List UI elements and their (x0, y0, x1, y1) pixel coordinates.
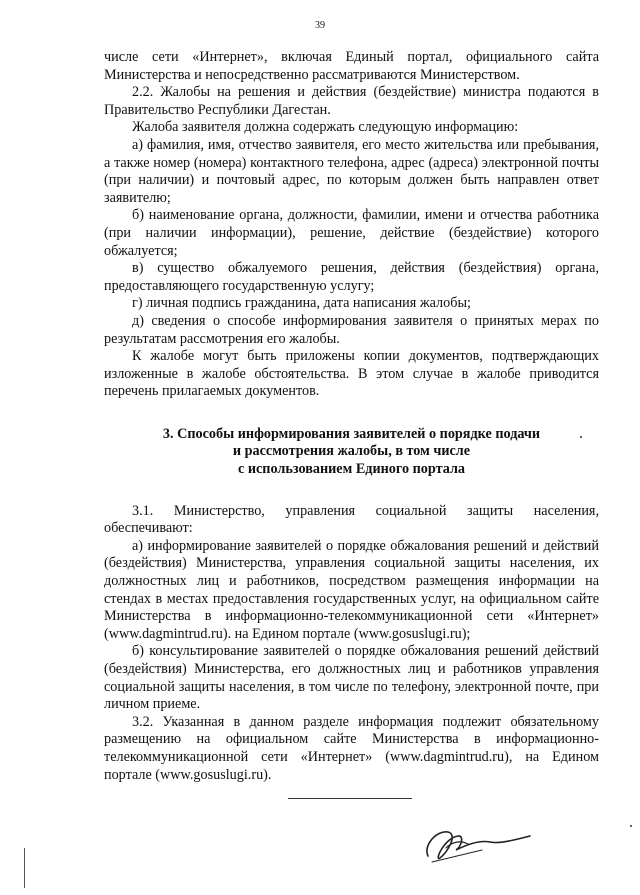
list-item-b: б) наименование органа, должности, фамилии, имени и отчества работника (при наличии информации), решение, действие (бездействие) которого обжалуется; (104, 207, 599, 259)
heading-line-2: и рассмотрения жалобы, в том числе (232, 443, 471, 460)
list-item-v: в) существо обжалуемого решения, действия (бездействия) органа, предоставляющего государственную услугу; (104, 260, 599, 294)
paragraph-2-2: 2.2. Жалобы на решения и действия (бездействие) министра подаются в Правительство Республики Дагестан. (104, 84, 599, 118)
document-body (104, 49, 599, 784)
section-heading (104, 426, 599, 479)
list-item-g: г) личная подпись гражданина, дата написания жалобы; (132, 295, 471, 312)
heading-line-3: с использованием Единого портала (237, 461, 466, 478)
page-number: 39 (315, 20, 325, 31)
scan-speck (580, 436, 582, 438)
signature (418, 818, 538, 868)
paragraph-continuation: числе сети «Интернет», включая Единый портал, официального сайта Министерства и непосредственно рассматриваются Министерством. (104, 49, 599, 83)
list-item-3-1-b: б) консультирование заявителей о порядке обжалования решений действий (бездействия) Министерства, его должностных лиц и работников управления социальной защиты населения, в том числе по телефону, электронной почте, при личном приеме. (104, 643, 599, 713)
paragraph-attachments: К жалобе могут быть приложены копии документов, подтверждающих изложенные в жалобе обстоятельства. В этом случае в жалобе приводится перечень прилагаемых документов. (104, 348, 599, 400)
paragraph-3-1: 3.1. Министерство, управления социальной защиты населения, обеспечивают: (104, 502, 599, 537)
paragraph-3-2: 3.2. Указанная в данном разделе информация подлежит обязательному размещению на официальном сайте Министерства в информационно-телекоммуникационной сети «Интернет» (www.dagmintrud.ru), на Едином портале (www.gosuslugi.ru). (104, 713, 599, 783)
heading-line-1: 3. Способы информирования заявителей о порядке подачи (162, 425, 541, 442)
separator-line (288, 798, 412, 799)
list-item-3-1-a: а) информирование заявителей о порядке обжалования решений и действий (бездействия) Министерства, управления социальной защиты населения, их должностных лиц и работников, посредством размещения информации на стендах в местах предоставления государственных услуг, на официальном сайте Министерства в информационно-телекоммуникационной сети «Интернет» (www.dagmintrud.ru). на Едином портале (www.gosuslugi.ru); (104, 537, 599, 642)
list-item-d: д) сведения о способе информирования заявителя о принятых мерах по результатам рассмотрения его жалобы. (104, 312, 599, 347)
scan-edge-mark (24, 848, 25, 888)
scan-speck (630, 825, 632, 827)
paragraph-complaint-content: Жалоба заявителя должна содержать следующую информацию: (132, 119, 519, 136)
list-item-a: а) фамилия, имя, отчество заявителя, его место жительства или пребывания, а также номер (номера) контактного телефона, адрес (адреса) электронной почты (при наличии) и почтовый адрес, по которым должен быть направлен ответ заявителю; (104, 136, 599, 206)
